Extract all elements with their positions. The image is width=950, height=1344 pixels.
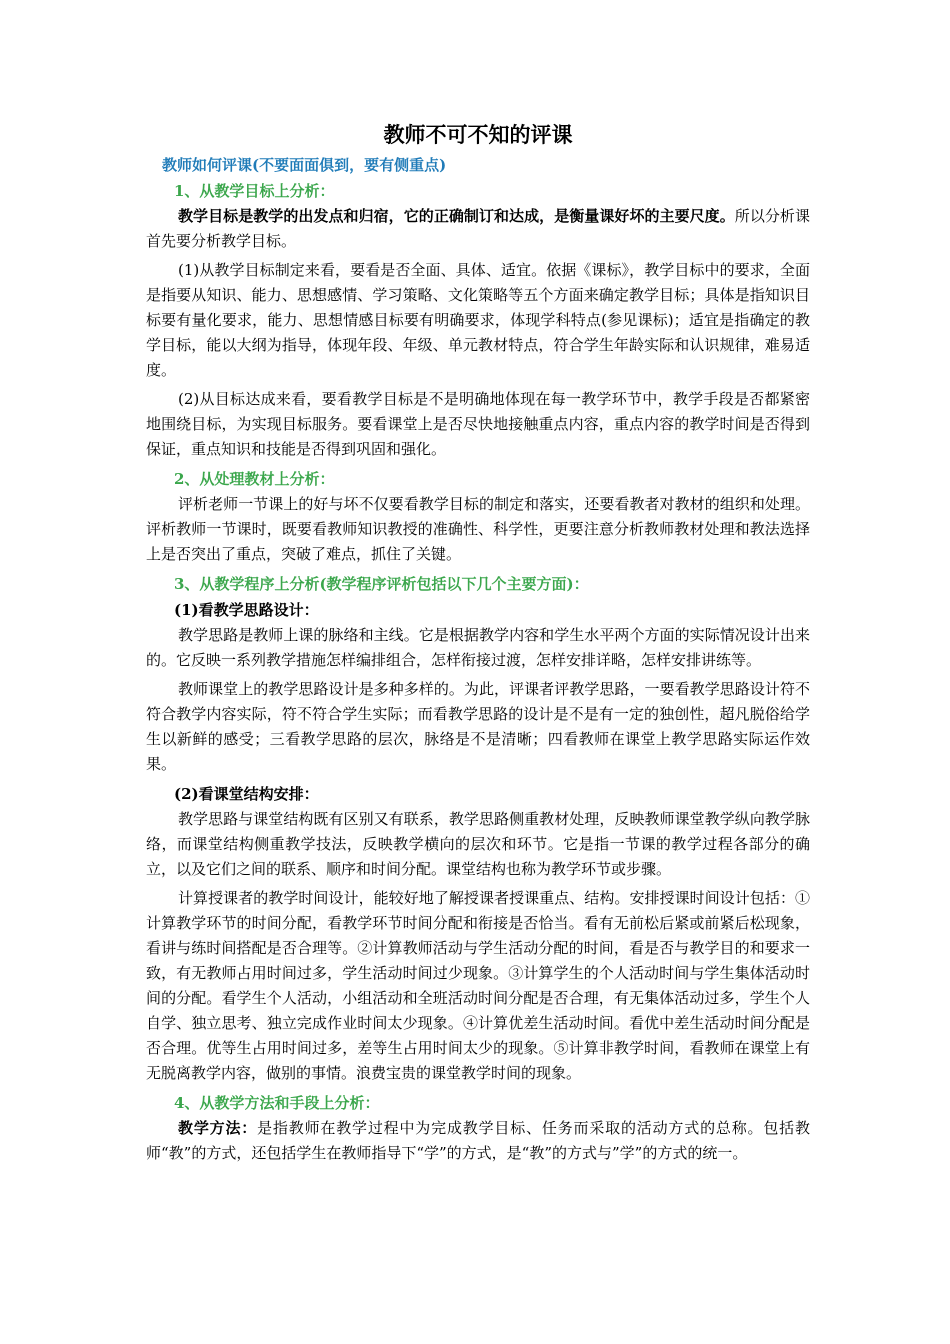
- document-page: [146, 118, 810, 1170]
- sub-heading-class-structure: (2)看课堂结构安排：: [174, 785, 319, 803]
- paragraph-text: 教学思路是教师上课的脉络和主线。它是根据教学内容和学生水平两个方面的实际情况设计出来的。它反映一系列教学措施怎样编排组合，怎样衔接过渡，怎样安排详略，怎样安排讲练等。: [146, 626, 810, 669]
- paragraph: [146, 258, 810, 383]
- bold-lead: 教学方法：: [178, 1119, 258, 1137]
- paragraph-text: 教师课堂上的教学思路设计是多种多样的。为此，评课者评教学思路，一要看教学思路设计符不符合教学内容实际，符不符合学生实际；而看教学思路的设计是不是有一定的独创性，超凡脱俗给学生以新鲜的感受；三看教学思路的层次，脉络是不是清晰；四看教师在课堂上教学思路实际运作效果。: [146, 680, 810, 773]
- paragraph-text: 所以分析课首先要分析教学目标。: [146, 207, 810, 250]
- document-subtitle: 教师如何评课(不要面面俱到，要有侧重点): [162, 156, 447, 174]
- paragraph: [146, 1116, 810, 1166]
- paragraph: [146, 886, 810, 1086]
- paragraph-text: (2)从目标达成来看，要看教学目标是不是明确地体现在每一教学环节中，教学手段是否都紧密地围绕目标，为实现目标服务。要看课堂上是否尽快地接触重点内容，重点内容的教学时间是否得到保证，重点知识和技能是否得到巩固和强化。: [146, 390, 810, 458]
- paragraph: [146, 677, 810, 777]
- section-heading-2: 2、从处理教材上分析：: [174, 470, 335, 488]
- paragraph: [146, 387, 810, 462]
- paragraph: [146, 623, 810, 673]
- section-heading-4: 4、从教学方法和手段上分析：: [174, 1094, 380, 1112]
- bold-lead: 教学目标是教学的出发点和归宿，它的正确制订和达成，是衡量课好坏的主要尺度。: [178, 207, 735, 225]
- paragraph: [146, 807, 810, 882]
- paragraph-text: 是指教师在教学过程中为完成教学目标、任务而采取的活动方式的总称。包括教师“教”的方式，还包括学生在教师指导下“学”的方式，是“教”的方式与”学”的方式的统一。: [146, 1119, 810, 1162]
- paragraph-text: 教学思路与课堂结构既有区别又有联系，教学思路侧重教材处理，反映教师课堂教学纵向教学脉络，而课堂结构侧重教学技法，反映教学横向的层次和环节。它是指一节课的教学过程各部分的确立，以及它们之间的联系、顺序和时间分配。课堂结构也称为教学环节或步骤。: [146, 810, 810, 878]
- paragraph: [146, 204, 810, 254]
- paragraph-text: 评析老师一节课上的好与坏不仅要看教学目标的制定和落实，还要看教者对教材的组织和处理。评析教师一节课时，既要看教师知识教授的准确性、科学性，更要注意分析教师教材处理和教法选择上是否突出了重点，突破了难点，抓住了关键。: [146, 495, 810, 563]
- paragraph-text: (1)从教学目标制定来看，要看是否全面、具体、适宜。依据《课标》，教学目标中的要求，全面是指要从知识、能力、思想感情、学习策略、文化策略等五个方面来确定教学目标；具体是指知识目标要有量化要求，能力、思想情感目标要有明确要求，体现学科特点(参见课标)；适宜是指确定的教学目标，能以大纲为指导，体现年段、年级、单元教材特点，符合学生年龄实际和认识规律，难易适度。: [146, 261, 810, 379]
- document-title: 教师不可不知的评课: [383, 123, 573, 147]
- section-heading-3: 3、从教学程序上分析(教学程序评析包括以下几个主要方面)：: [174, 575, 589, 593]
- paragraph-text: 计算授课者的教学时间设计，能较好地了解授课者授课重点、结构。安排授课时间设计包括：①计算教学环节的时间分配，看教学环节时间分配和衔接是否恰当。看有无前松后紧或前紧后松现象，看讲与练时间搭配是否合理等。②计算教师活动与学生活动分配的时间，看是否与教学目的和要求一致，有无教师占用时间过多，学生活动时间过少现象。③计算学生的个人活动时间与学生集体活动时间的分配。看学生个人活动，小组活动和全班活动时间分配是否合理，有无集体活动过多，学生个人自学、独立思考、独立完成作业时间太少现象。④计算优差生活动时间。看优中差生活动时间分配是否合理。优等生占用时间过多，差等生占用时间太少的现象。⑤计算非教学时间，看教师在课堂上有无脱离教学内容，做别的事情。浪费宝贵的课堂教学时间的现象。: [146, 889, 810, 1082]
- sub-heading-teaching-ideas: (1)看教学思路设计：: [174, 601, 319, 619]
- paragraph: [146, 492, 810, 567]
- section-heading-1: 1、从教学目标上分析：: [174, 182, 335, 200]
